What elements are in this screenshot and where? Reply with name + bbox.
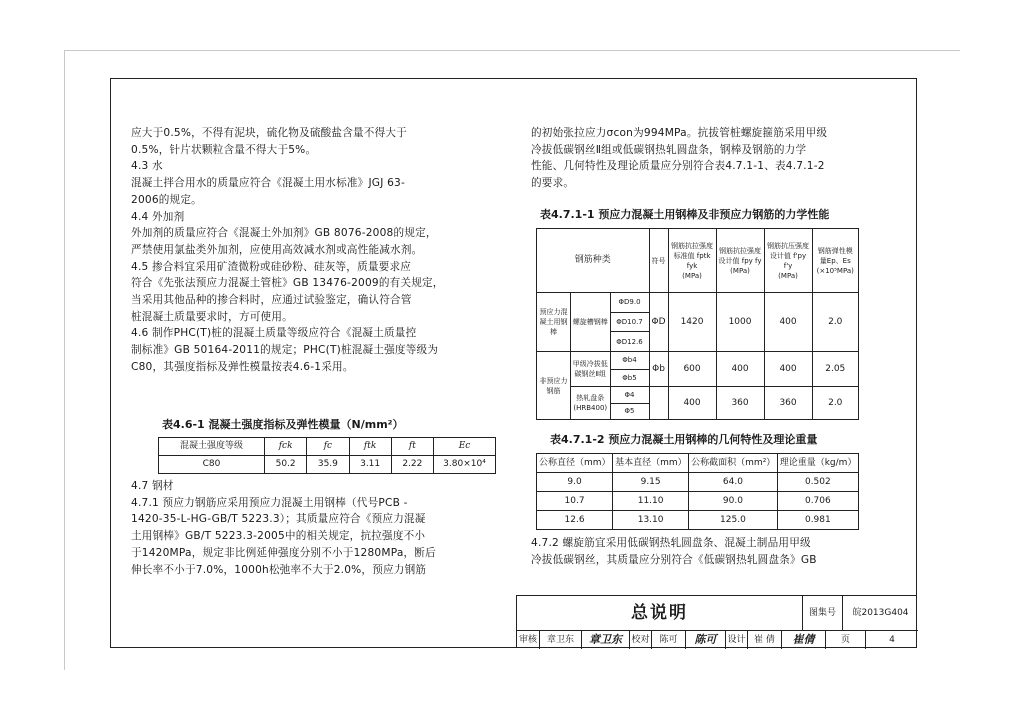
text-line: 4.7.1 预应力钢筋应采用预应力混凝土用钢棒（代号PCB -	[131, 496, 408, 509]
table-4711-symbol	[649, 387, 668, 420]
table-4711-material: 热轧盘条(HRB400)	[571, 387, 611, 419]
left-column	[131, 125, 506, 376]
reviewer-name: 章卫东	[539, 631, 581, 649]
text-line: 土用钢棒》GB/T 5223.3-2005中的相关规定，抗拉强度不小	[131, 530, 426, 543]
table-4711-cell: 1420	[668, 293, 716, 352]
table-4711-header-unit: (×10⁵MPa)	[816, 266, 854, 275]
table-461-cell: 50.2	[265, 456, 307, 474]
table-4711-cell: 600	[668, 352, 716, 387]
text-line: 性能、几何特性及理论质量应分别符合表4.7.1-1、表4.7.1-2	[531, 160, 825, 173]
table-461-header: fc	[307, 438, 349, 456]
table-4711-cell: 1000	[716, 293, 764, 352]
table-4711-cell: 400	[764, 352, 812, 387]
title-block	[516, 595, 917, 648]
table-461-header: fck	[265, 438, 307, 456]
design-label: 设计	[725, 631, 747, 649]
table-4711-header: 符号	[649, 229, 668, 293]
table-4711-header-text: 钢筋弹性模量Ep、Es	[817, 246, 853, 265]
review-label: 审核	[518, 635, 537, 645]
table-461-header: ftk	[349, 438, 391, 456]
table-4711-name	[571, 352, 650, 387]
table-4711-group: 预应力混凝土用钢棒	[537, 293, 571, 352]
table-461-header: 混凝土强度等级	[159, 438, 265, 456]
table-4711-cell: 400	[668, 387, 716, 420]
table-4711-symbol: ΦD	[649, 293, 668, 352]
text-line: 符合《先张法预应力混凝土管桩》GB 13476-2009的有关规定，	[131, 277, 444, 290]
designer-signature: 崔倩	[781, 631, 825, 649]
table-4711-grade: Φb4	[611, 352, 649, 370]
table-4711-grade: ΦD10.7	[611, 313, 649, 333]
table-4712-header: 基本直径（mm）	[613, 454, 689, 473]
checker-name: 陈可	[651, 631, 685, 649]
table-4711	[536, 228, 859, 420]
table-4711-header	[716, 229, 764, 293]
table-4711-grade: ΦD9.0	[611, 293, 649, 313]
page-label: 页	[825, 631, 865, 649]
text-line: C80，其强度指标及弹性模量按表4.6-1采用。	[131, 360, 354, 373]
table-461-cell: C80	[159, 456, 265, 474]
table-4711-header	[812, 229, 858, 293]
table-4711-group: 非预应力钢筋	[537, 352, 571, 420]
text-line: 制标准》GB 50164-2011的规定；PHC(T)桩混凝土强度等级为	[131, 344, 439, 357]
table-4712-cell: 64.0	[689, 473, 778, 492]
table-4711-cell: 2.0	[812, 387, 858, 420]
text-line: 于1420MPa，规定非比例延伸强度分别不小于1280MPa，断后	[131, 546, 436, 559]
text-line: 4.4 外加剂	[131, 210, 185, 223]
top-edge-line	[64, 50, 960, 51]
table-4711-symbol: Φb	[649, 352, 668, 387]
table-4711-grade: Φb5	[622, 373, 637, 382]
table-4711-cell: 400	[764, 293, 812, 352]
left-edge-line	[64, 50, 65, 670]
drawing-title: 总说明	[631, 603, 688, 623]
table-4712-cell: 0.706	[777, 492, 858, 511]
table-461-cell: 2.22	[391, 456, 433, 474]
text-line: 4.3 水	[131, 160, 163, 173]
table-4712-cell: 9.0	[537, 473, 613, 492]
text-line: 冷拔低碳钢丝Ⅱ组或低碳钢热轧圆盘条，钢棒及钢筋的力学	[531, 143, 807, 156]
table-4712-cell: 11.10	[613, 492, 689, 511]
table-461-cell: 3.80×10⁴	[434, 456, 496, 474]
table-4712-cell: 0.502	[777, 473, 858, 492]
table-4712-caption: 表4.7.1-2 预应力混凝土用钢棒的几何特性及理论重量	[550, 433, 818, 446]
table-4711-grade: ΦD12.6	[616, 337, 643, 346]
table-4711-header-unit: (MPa)	[730, 266, 750, 275]
table-461	[158, 437, 496, 474]
table-4711-header: 钢筋种类	[537, 229, 650, 293]
table-4711-cell: 2.05	[812, 352, 858, 387]
text-line: 混凝土拌合用水的质量应符合《混凝土用水标准》JGJ 63-	[131, 177, 405, 190]
text-line: 桩混凝土质量要求时，方可使用。	[131, 310, 293, 323]
right-column	[531, 125, 901, 192]
text-line: 的初始张拉应力σcon为994MPa。抗拔管桩螺旋箍筋采用甲级	[531, 127, 828, 139]
table-4711-header-unit: (MPa)	[778, 271, 798, 280]
left-column-lower	[131, 478, 506, 578]
text-line: 应大于0.5%，不得有泥块，硫化物及硫酸盐含量不得大于	[131, 127, 407, 139]
right-column-lower	[531, 535, 901, 568]
table-4711-caption: 表4.7.1-1 预应力混凝土用钢棒及非预应力钢筋的力学性能	[540, 208, 830, 221]
table-4711-grade: Φ4	[611, 387, 649, 404]
check-label: 校对	[629, 631, 651, 649]
text-line: 伸长率不小于7.0%，1000h松弛率不大于2.0%，预应力钢筋	[131, 563, 427, 576]
table-4711-material: 甲级冷拔低碳钢丝Ⅱ组	[571, 352, 611, 386]
atlas-label: 图集号	[802, 596, 842, 631]
reviewer-signature: 章卫东	[581, 631, 629, 649]
table-4712-header: 理论重量（kg/m）	[777, 454, 858, 473]
checker-signature: 陈可	[685, 631, 725, 649]
text-line: 0.5%，针片状颗粒含量不得大于5%。	[131, 143, 317, 156]
table-461-cell: 35.9	[307, 456, 349, 474]
table-461-caption: 表4.6-1 混凝土强度指标及弹性模量（N/mm²）	[162, 418, 404, 431]
table-4711-header-text: 钢筋抗拉强度设计值 fpy fy	[718, 246, 762, 265]
table-4712-cell: 12.6	[537, 511, 613, 530]
text-line: 的要求。	[531, 177, 575, 190]
table-4712-header: 公称截面积（mm²）	[689, 454, 778, 473]
table-4712	[536, 453, 859, 530]
table-4711-name	[571, 387, 650, 420]
text-line: 2006的规定。	[131, 193, 202, 206]
table-4711-material: 螺旋槽钢棒	[571, 293, 611, 351]
table-4712-header: 公称直径（mm）	[537, 454, 613, 473]
table-4711-cell: 360	[764, 387, 812, 420]
table-4712-cell: 125.0	[689, 511, 778, 530]
text-line: 4.7 钢材	[131, 480, 174, 492]
text-line: 4.6 制作PHC(T)桩的混凝土质量等级应符合《混凝土质量控	[131, 327, 417, 340]
table-4711-header-text: 钢筋抗拉强度标准值 fptk fyk	[671, 241, 714, 270]
table-4712-cell: 13.10	[613, 511, 689, 530]
table-4711-cell: 2.0	[812, 293, 858, 352]
text-line: 1420-35-L-HG-GB/T 5223.3）；其质量应符合《预应力混凝	[131, 513, 426, 526]
text-line: 4.5 掺合料宜采用矿渣微粉或硅砂粉、硅灰等，质量要求应	[131, 260, 412, 273]
table-4711-grade: Φ5	[624, 407, 635, 416]
table-4712-cell: 90.0	[689, 492, 778, 511]
title-block-row	[517, 631, 918, 649]
title-block-row	[517, 596, 918, 631]
text-line: 严禁使用氯盐类外加剂，应使用高效减水剂或高性能减水剂。	[131, 243, 423, 256]
table-4712-cell: 9.15	[613, 473, 689, 492]
table-4711-header	[764, 229, 812, 293]
text-line: 冷拔低碳钢丝，其质量应分别符合《低碳钢热轧圆盘条》GB	[531, 553, 817, 566]
atlas-number: 皖2013G404	[842, 596, 918, 631]
table-4711-cell: 360	[716, 387, 764, 420]
table-4711-header-text: 钢筋抗压强度设计值 f'py f'y	[767, 241, 810, 270]
table-4711-header-unit: (MPa)	[682, 271, 702, 280]
page-number: 4	[865, 631, 918, 649]
table-4712-cell: 0.981	[777, 511, 858, 530]
table-461-header: Ec	[434, 438, 496, 456]
table-461-header: ft	[391, 438, 433, 456]
text-line: 当采用其他品种的掺合料时，应通过试验鉴定，确认符合管	[131, 294, 412, 307]
designer-name: 崔 倩	[747, 631, 781, 649]
text-line: 4.7.2 螺旋筋宜采用低碳钢热轧圆盘条、混凝土制品用甲级	[531, 537, 811, 549]
table-4712-cell: 10.7	[537, 492, 613, 511]
text-line: 外加剂的质量应符合《混凝土外加剂》GB 8076-2008的规定，	[131, 227, 437, 240]
table-4711-header	[668, 229, 716, 293]
table-4711-name	[571, 293, 650, 352]
table-461-cell: 3.11	[349, 456, 391, 474]
table-4711-cell: 400	[716, 352, 764, 387]
